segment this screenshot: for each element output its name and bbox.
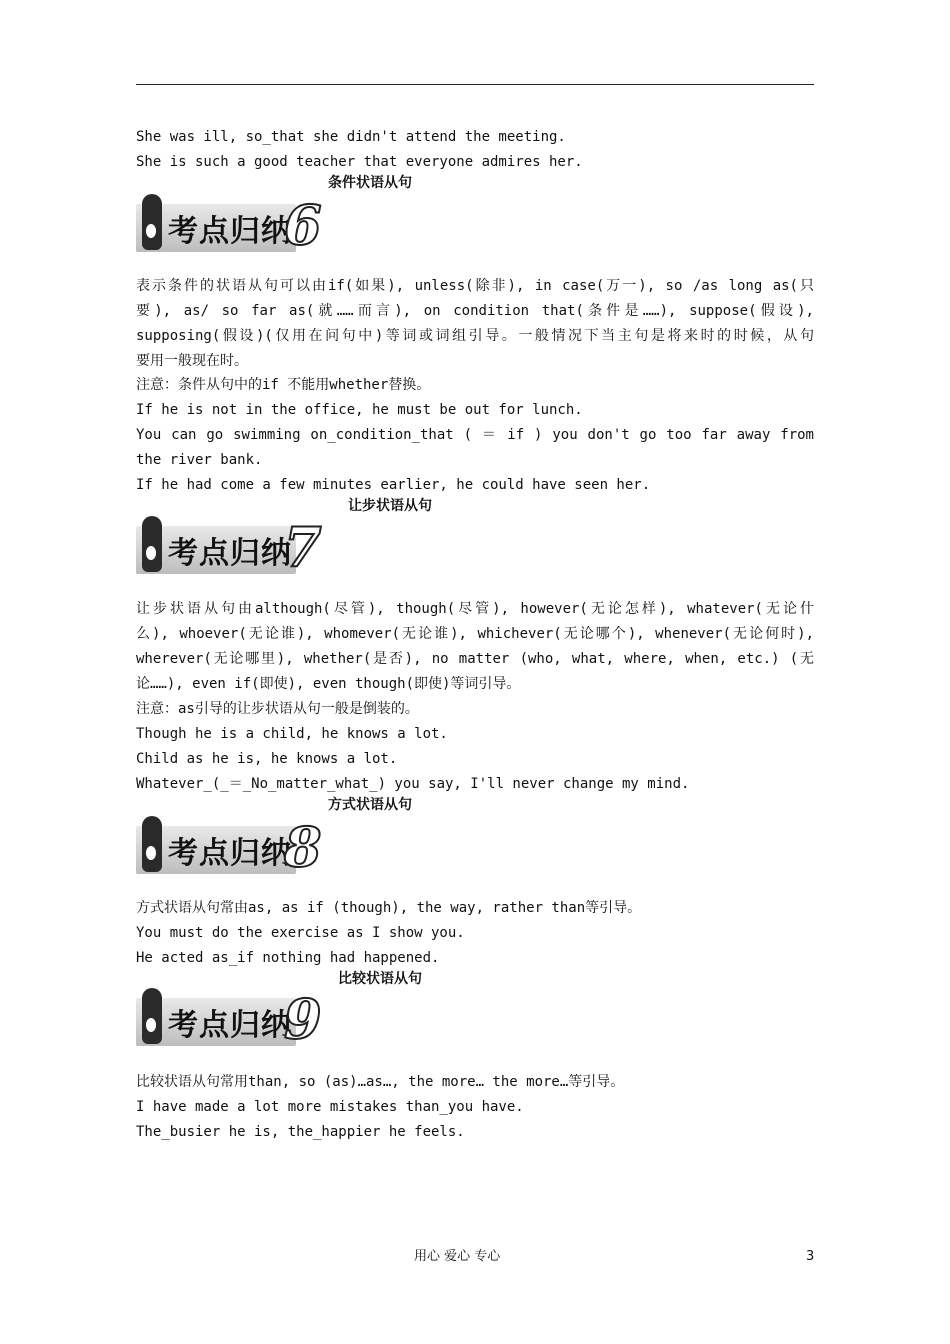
body-line: wherever(无论哪里), whether(是否), no matter (who, what, where, when, etc.) (无 [136, 651, 814, 667]
badge-number: 9 [284, 987, 322, 1051]
key-point-badge [136, 515, 326, 579]
body-line: You must do the exercise as I show you. [136, 925, 465, 941]
body-line: She is such a good teacher that everyone admires her. [136, 154, 583, 170]
header-rule [136, 84, 814, 85]
badge-label: 考点归纳 [168, 214, 292, 249]
body-line: supposing(假设)(仅用在问句中)等词或词组引导。一般情况下当主句是将来时的时候，从句 [136, 328, 814, 344]
badge-label: 考点归纳 [168, 836, 292, 871]
badge-dot [146, 846, 156, 860]
body-line: He acted as_if nothing had happened. [136, 950, 440, 966]
body-line: 注意：条件从句中的if 不能用whether替换。 [136, 377, 431, 393]
body-line: I have made a lot more mistakes than_you have. [136, 1099, 524, 1115]
badge-number: 8 [284, 815, 322, 879]
body-line: Child as he is, he knows a lot. [136, 751, 398, 767]
body-line: Though he is a child, he knows a lot. [136, 726, 448, 742]
key-point-badge [136, 815, 326, 879]
section-title: 让步状语从句 [348, 498, 432, 514]
body-line: She was ill, so_that she didn't attend the meeting. [136, 129, 566, 145]
section-title: 条件状语从句 [328, 175, 412, 191]
badge-dot [146, 546, 156, 560]
badge-tab [142, 988, 162, 1044]
badge-tab [142, 194, 162, 250]
page-number: 3 [806, 1249, 815, 1264]
body-line: the river bank. [136, 452, 263, 468]
body-line: You can go swimming on_condition_that ( ＝ if ) you don't go too far away from [136, 427, 814, 443]
badge-number: 7 [284, 515, 322, 579]
badge-dot [146, 1018, 156, 1032]
badge-tab [142, 516, 162, 572]
key-point-badge [136, 987, 326, 1051]
body-line: If he is not in the office, he must be out for lunch. [136, 402, 583, 418]
body-line: 比较状语从句常用than, so (as)…as…, the more… the more…等引导。 [136, 1074, 625, 1090]
body-line: Whatever_(_＝_No_matter_what_) you say, I'll never change my mind. [136, 776, 690, 792]
badge-label: 考点归纳 [168, 1008, 292, 1043]
key-point-badge [136, 193, 326, 257]
section-title: 比较状语从句 [338, 971, 422, 987]
badge-dot [146, 224, 156, 238]
body-line: 要用一般现在时。 [136, 353, 248, 369]
badge-number: 6 [284, 193, 322, 257]
badge-label: 考点归纳 [168, 536, 292, 571]
footer-motto: 用心 爱心 专心 [414, 1249, 501, 1264]
body-line: 方式状语从句常由as, as if (though), the way, rather than等引导。 [136, 900, 642, 916]
body-line: 论……), even if(即使), even though(即使)等词引导。 [136, 676, 521, 692]
body-line: 表示条件的状语从句可以由if(如果), unless(除非), in case(万一), so /as long as(只 [136, 278, 814, 294]
badge-tab [142, 816, 162, 872]
body-line: 注意：as引导的让步状语从句一般是倒装的。 [136, 701, 419, 717]
body-line: 么), whoever(无论谁), whomever(无论谁), whichever(无论哪个), whenever(无论何时), [136, 626, 814, 642]
body-line: 让步状语从句由although(尽管), though(尽管), however(无论怎样), whatever(无论什 [136, 601, 814, 617]
body-line: If he had come a few minutes earlier, he could have seen her. [136, 477, 651, 493]
body-line: 要), as/ so far as(就……而言), on condition that(条件是……), suppose(假设), [136, 303, 814, 319]
section-title: 方式状语从句 [328, 797, 412, 813]
body-line: The_busier he is, the_happier he feels. [136, 1124, 465, 1140]
